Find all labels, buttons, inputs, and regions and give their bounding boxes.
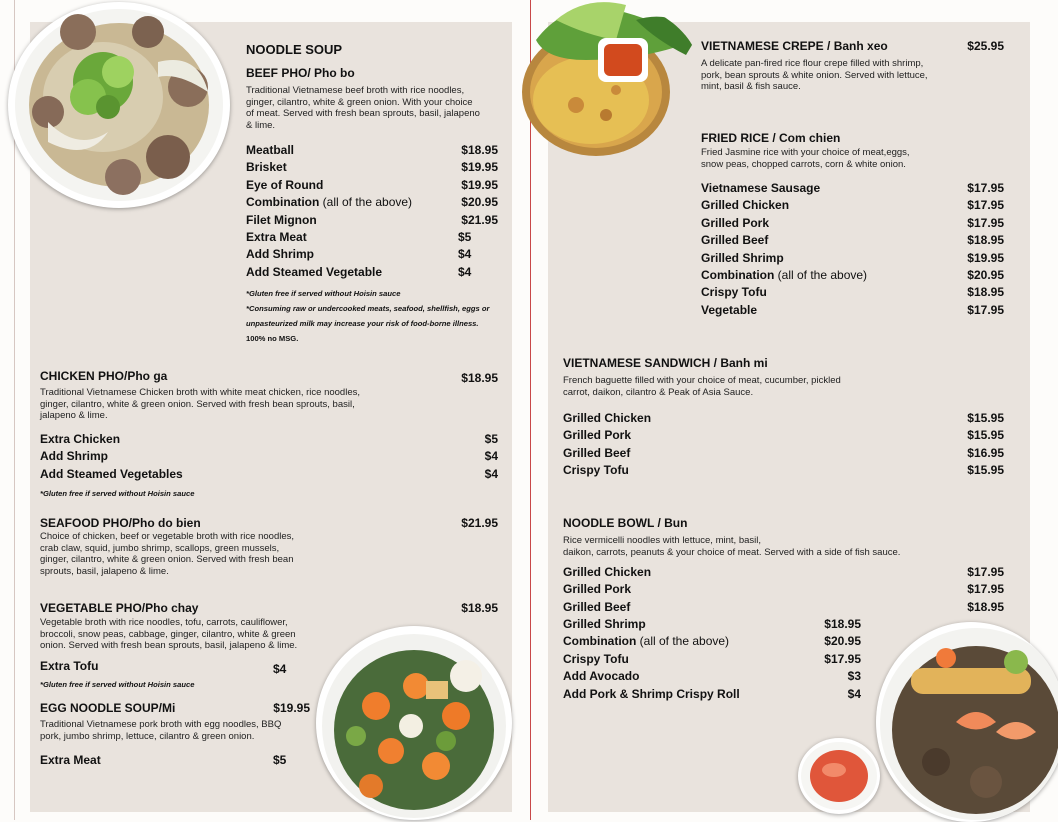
menu-item: Grilled Pork	[563, 582, 632, 597]
item-price: $4	[484, 449, 498, 464]
beef-pho-item-list	[246, 142, 412, 281]
crepe-title: VIETNAMESE CREPE / Banh xeo	[701, 39, 888, 53]
item-price: $19.95	[967, 250, 1004, 265]
item-price: $17.95	[967, 582, 1004, 597]
item-price: $17.95	[967, 565, 1004, 579]
noodle-bowl-photo	[876, 622, 1058, 822]
sandwich-description: French baguette filled with your choice of meat, cucumber, pickled carrot, daikon, cilantro & Peak of Asia Sauce.	[563, 375, 841, 398]
menu-item: Extra Meat	[246, 230, 307, 245]
item-price: $18.95	[967, 599, 1004, 614]
menu-item: Combination (all of the above)	[701, 268, 868, 283]
item-price: $4	[458, 264, 472, 279]
item-price: $17.95	[824, 651, 861, 666]
beef-pho-title: BEEF PHO/ Pho bo	[246, 66, 355, 80]
item-price: $20.95	[967, 268, 1004, 283]
item-price: $17.95	[967, 198, 1004, 213]
sandwich-item-list	[563, 410, 651, 480]
menu-item: Extra Chicken	[40, 432, 121, 446]
beef-pho-price-list	[420, 142, 498, 281]
item-price: $4	[484, 466, 498, 481]
item-price: $18.95	[967, 285, 1004, 300]
seafood-pho-description: Choice of chicken, beef or vegetable broth with rice noodles, crab claw, squid, jumbo shrimp, scallops, green mussels, ginger, cilantro, white & green onion. Served with fresh bean sprouts, basil, jalapeno & lime.	[40, 531, 295, 577]
menu-item: Add Avocado	[563, 669, 640, 684]
fried-rice-price-list	[940, 180, 1004, 319]
beef-pho-notes: *Gluten free if served without Hoisin sauce *Consuming raw or undercooked meats, seafood, shellfish, eggs or unpasteurized milk may increase your risk of food-borne illness. 100% no MSG.	[246, 289, 490, 343]
noodle-bowl-title: NOODLE BOWL / Bun	[563, 516, 688, 530]
seafood-pho-price: $21.95	[461, 516, 498, 530]
menu-item: Brisket	[246, 160, 287, 175]
extra-meat-item: Extra Meat	[40, 753, 101, 767]
vegetable-pho-title: VEGETABLE PHO/Pho chay	[40, 601, 199, 615]
sandwich-title: VIETNAMESE SANDWICH / Banh mi	[563, 356, 768, 370]
beef-pho-description: Traditional Vietnamese beef broth with rice noodles, ginger, cilantro, white & green onion. With your choice of meat. Served with fresh bean sprouts, basil, jalapeno & lime.	[246, 85, 480, 131]
menu-item: Grilled Chicken	[563, 411, 652, 425]
chicken-pho-price: $18.95	[461, 371, 498, 385]
menu-item: Meatball	[246, 143, 295, 157]
item-price: $20.95	[461, 195, 498, 210]
crepe-description: A delicate pan-fired rice flour crepe filled with shrimp, pork, bean sprouts & white onion. Served with lettuce, mint, basil & fish sauce.	[701, 58, 928, 92]
vegetable-pho-bowl-photo	[316, 626, 512, 820]
item-price: $4	[458, 247, 472, 262]
menu-item: Grilled Chicken	[701, 198, 790, 213]
fried-rice-item-list	[701, 180, 867, 319]
item-price: $18.95	[824, 617, 861, 631]
noodle-bowl-price-list-a	[940, 564, 1004, 616]
banh-xeo-plate-photo	[506, 0, 702, 160]
item-price: $3	[847, 669, 861, 684]
menu-item: Add Shrimp	[40, 449, 108, 464]
menu-item: Grilled Pork	[701, 215, 770, 230]
vegetable-pho-price: $18.95	[461, 601, 498, 615]
item-price: $15.95	[967, 411, 1004, 425]
egg-noodle-description: Traditional Vietnamese pork broth with egg noodles, BBQ pork, jumbo shrimp, lettuce, cilantro & green onion.	[40, 719, 282, 742]
extra-tofu-price: $4	[273, 662, 287, 676]
menu-item: Combination (all of the above)	[563, 634, 730, 649]
noodle-bowl-item-list-b	[563, 616, 740, 703]
menu-item: Add Steamed Vegetables	[40, 466, 183, 481]
menu-item: Grilled Shrimp	[563, 617, 646, 631]
menu-item: Grilled Beef	[563, 445, 631, 460]
menu-item: Vegetable	[701, 302, 758, 317]
beef-pho-bowl-photo	[8, 2, 230, 208]
menu-item: Filet Mignon	[246, 212, 317, 227]
menu-item: Add Shrimp	[246, 247, 314, 262]
item-price: $18.95	[461, 143, 498, 157]
extra-tofu-item: Extra Tofu	[40, 659, 99, 673]
egg-noodle-price: $19.95	[273, 701, 310, 715]
item-price: $5	[458, 230, 472, 245]
item-price: $19.95	[461, 160, 498, 175]
menu-item: Vietnamese Sausage	[701, 181, 821, 195]
fried-rice-title: FRIED RICE / Com chien	[701, 131, 841, 145]
item-price: $16.95	[967, 445, 1004, 460]
item-price: $17.95	[967, 215, 1004, 230]
egg-noodle-title: EGG NOODLE SOUP/Mi	[40, 701, 176, 715]
menu-item: Grilled Pork	[563, 428, 632, 443]
vegetable-pho-note: *Gluten free if served without Hoisin sauce	[40, 680, 195, 689]
noodle-bowl-description: Rice vermicelli noodles with lettuce, mint, basil, daikon, carrots, peanuts & your choice of meat. Served with a side of fish sauce.	[563, 535, 901, 558]
chicken-pho-description: Traditional Vietnamese Chicken broth with white meat chicken, rice noodles, ginger, cilantro, white & green onion. Served with fresh bean sprouts, basil, jalapeno & lime.	[40, 387, 360, 421]
menu-item: Grilled Beef	[563, 599, 631, 614]
item-price: $17.95	[967, 302, 1004, 317]
chicken-pho-title: CHICKEN PHO/Pho ga	[40, 369, 168, 383]
item-price: $4	[847, 686, 861, 701]
noodle-soup-heading: NOODLE SOUP	[246, 42, 343, 57]
item-price: $15.95	[967, 463, 1004, 478]
chicken-pho-item-list	[40, 431, 183, 483]
fish-sauce-dish-photo	[798, 738, 880, 814]
item-price: $19.95	[461, 177, 498, 192]
menu-item: Grilled Shrimp	[701, 250, 784, 265]
sandwich-price-list	[940, 410, 1004, 480]
noodle-bowl-item-list-a	[563, 564, 651, 616]
extra-meat-price: $5	[273, 753, 287, 767]
item-price: $20.95	[824, 634, 861, 649]
item-price: $17.95	[967, 181, 1004, 195]
menu-item: Combination (all of the above)	[246, 195, 413, 210]
chicken-pho-note: *Gluten free if served without Hoisin sauce	[40, 489, 195, 498]
vegetable-pho-description: Vegetable broth with rice noodles, tofu, carrots, cauliflower, broccoli, snow peas, cabbage, ginger, cilantro, white & green onion. Served with fresh bean sprouts, basil, jalapeno & lime.	[40, 617, 298, 651]
seafood-pho-title: SEAFOOD PHO/Pho do bien	[40, 516, 201, 530]
menu-item: Add Pork & Shrimp Crispy Roll	[563, 686, 740, 701]
item-price: $18.95	[967, 233, 1004, 248]
menu-item: Grilled Beef	[701, 233, 769, 248]
item-price: $5	[484, 432, 498, 446]
menu-item: Crispy Tofu	[563, 651, 629, 666]
noodle-bowl-price-list-b	[800, 616, 861, 703]
menu-item: Add Steamed Vegetable	[246, 264, 383, 279]
item-price: $21.95	[461, 212, 498, 227]
item-price: $15.95	[967, 428, 1004, 443]
crepe-price: $25.95	[967, 39, 1004, 53]
fried-rice-description: Fried Jasmine rice with your choice of meat,eggs, snow peas, chopped carrots, corn & white onion.	[701, 147, 910, 170]
menu-item: Crispy Tofu	[563, 463, 629, 478]
menu-item: Grilled Chicken	[563, 565, 652, 579]
menu-item: Crispy Tofu	[701, 285, 767, 300]
chicken-pho-price-list	[460, 431, 498, 483]
menu-item: Eye of Round	[246, 177, 324, 192]
